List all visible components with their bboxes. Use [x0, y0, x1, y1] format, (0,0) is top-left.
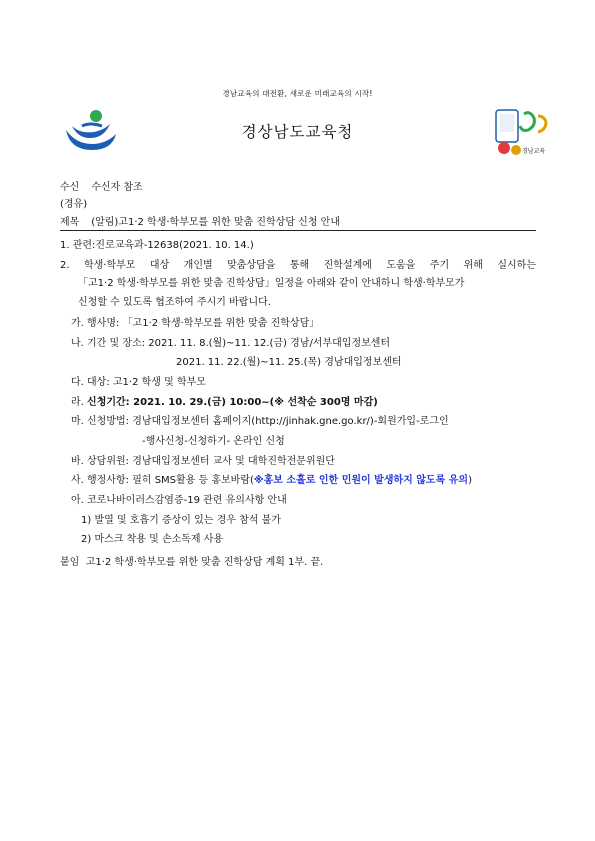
item-na-line-2: 2021. 11. 22.(월)~11. 25.(목) 경남대입정보센터	[176, 357, 402, 368]
item-ba: 바. 상담위원: 경남대입정보센터 교사 및 대학진학전문위원단	[71, 456, 335, 467]
attachment-label: 붙임	[60, 557, 80, 568]
item-a-2: 2) 마스크 착용 및 손소독제 사용	[81, 534, 224, 545]
campaign-logo-text: 경남교육	[522, 148, 546, 155]
subject-label: 제목	[60, 217, 80, 228]
item-sa	[71, 474, 472, 488]
item-ma-line-1: 마. 신청방법: 경남대입정보센터 홈페이지(http://jinhak.gne.go.kr/)-회원가입-로그인	[71, 416, 449, 427]
header-slogan: 경남교육의 대전환, 새로운 미래교육의 시작!	[222, 89, 373, 98]
promotion-notice: ※홍보 소홀로 인한 민원이 발생하지 않도록 유의	[253, 475, 469, 486]
item-2-line-2: 「고1·2 학생·학부모를 위한 맞춤 진학상담」일정을 아래와 같이 안내하니 학생·학부모가	[78, 278, 465, 289]
recipient-row	[60, 178, 143, 193]
item-ga: 가. 행사명: 「고1·2 학생·학부모를 위한 맞춤 진학상담」	[71, 318, 320, 329]
item-2-line-1: 2. 학생·학부모 대상 개인별 맞춤상담을 통해 진학설계에 도움을 주기 위해 실시하는	[60, 260, 536, 271]
attachment-row	[60, 556, 323, 570]
item-ra-prefix: 라.	[71, 397, 88, 408]
item-a: 아. 코로나바이러스감염증-19 관련 유의사항 안내	[71, 495, 287, 506]
item-1: 1. 관련:진로교육과-12638(2021. 10. 14.)	[60, 240, 254, 251]
item-ra	[71, 396, 378, 410]
application-period: 신청기간: 2021. 10. 29.(금) 10:00~(※ 선착순 300명 마감)	[87, 397, 378, 408]
item-ma-line-2: -행사신청-신청하기- 온라인 신청	[142, 436, 285, 447]
subject-divider	[60, 230, 536, 231]
subject-value: (알림)고1·2 학생·학부모를 위한 맞춤 진학상담 신청 안내	[91, 217, 341, 228]
item-na-line-1: 나. 기간 및 장소: 2021. 11. 8.(월)~11. 12.(금) 경남/서부대입정보센터	[71, 338, 391, 349]
campaign-logo	[494, 108, 554, 158]
recipient-value: 수신자 참조	[91, 182, 143, 193]
subject-row	[60, 213, 340, 228]
via-row: (경유)	[60, 199, 88, 210]
attachment-value: 고1·2 학생·학부모를 위한 맞춤 진학상담 계획 1부. 끝.	[85, 557, 324, 568]
org-title: 경상남도교육청	[241, 123, 354, 141]
item-sa-suffix: )	[468, 475, 472, 486]
item-a-1: 1) 발열 및 호흡기 증상이 있는 경우 참석 불가	[81, 515, 281, 526]
item-2-line-3: 신청할 수 있도록 협조하여 주시기 바랍니다.	[78, 297, 271, 308]
item-sa-prefix: 사. 행정사항: 필히 SMS활용 등 홍보바람(	[71, 475, 254, 486]
item-da: 다. 대상: 고1·2 학생 및 학부모	[71, 377, 206, 388]
recipient-label: 수신	[60, 182, 80, 193]
